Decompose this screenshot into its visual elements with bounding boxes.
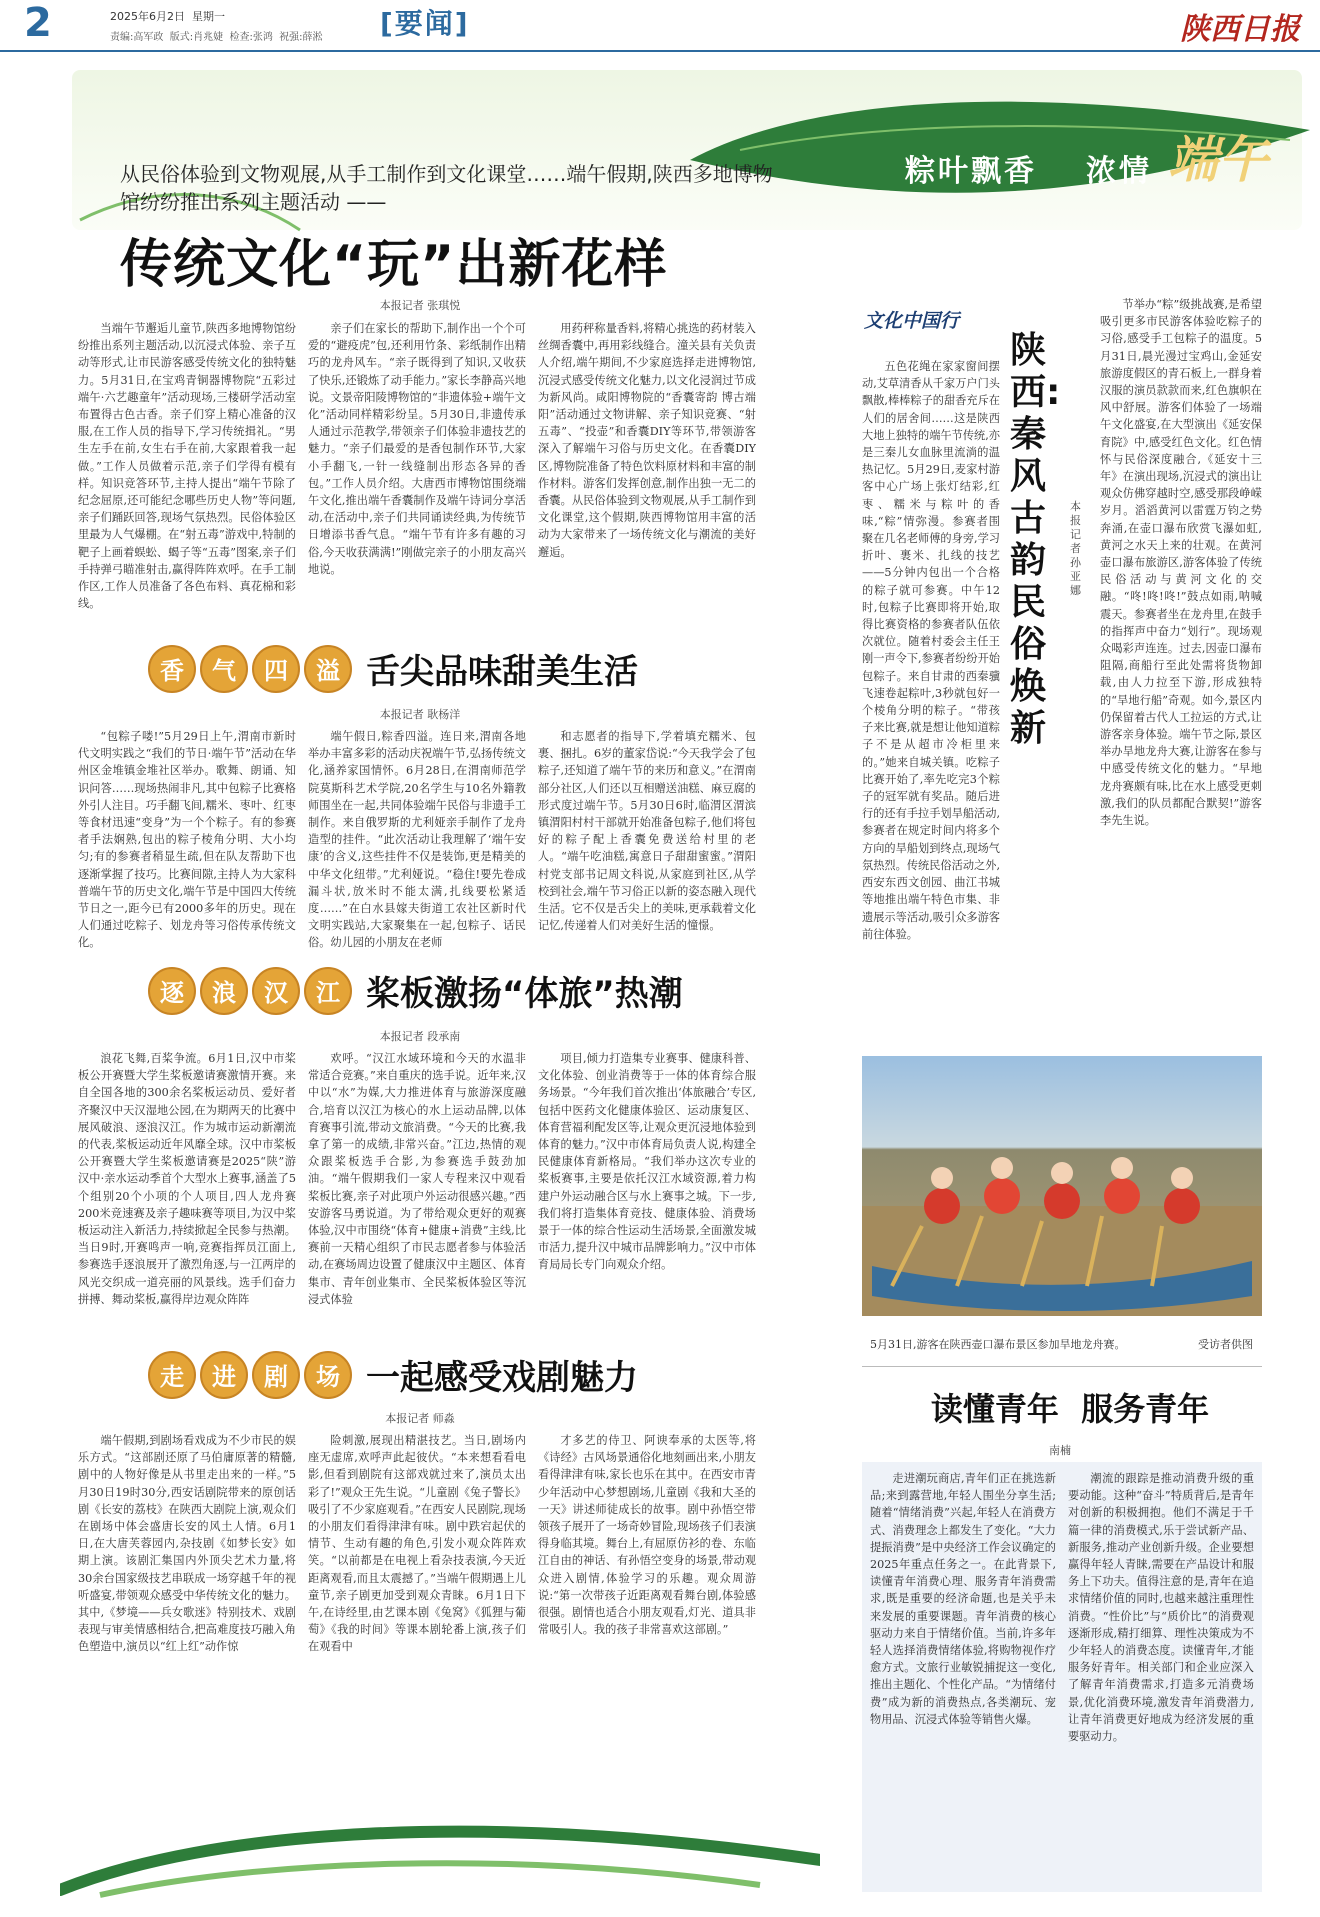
badge-char: 溢 (304, 645, 352, 693)
section2-column-1 (78, 1050, 296, 1344)
commentary-column-1 (870, 1470, 1056, 1884)
main-byline: 本报记者 张琪悦 (379, 299, 461, 312)
badge-char: 四 (252, 645, 300, 693)
banner-text-right: 端午 (1168, 130, 1268, 189)
badge-char: 逐 (148, 967, 196, 1015)
section3-badge (148, 1351, 352, 1399)
section2-column-3 (538, 1050, 756, 1344)
section2-heading (148, 966, 683, 1015)
sec1-col2-text: 端午假日,粽香四溢。连日来,渭南各地举办丰富多彩的活动庆祝端午节,弘扬传统文化,涵养家国情怀。6月28日,在渭南师范学院莫斯科艺术学院,20名学生与10名外籍教师围坐在一起,共同体验端午民俗与非遗手工制作。来自俄罗斯的尤利娅亲手制作了龙舟造型的挂件。“此次活动让我理解了‘端午安康’的含义,这些挂件不仅是装饰,更是精美的中华文化纽带。”尤利娅说。“稳住!要先卷成漏斗状,放米时不能太满,扎线要松紧适度……”在白水县嫁夫街道工农社区新时代文明实践站,大家聚集在一起,包粽子、话民俗。幼儿园的小朋友在老师 (308, 730, 526, 950)
section3-column-3 (538, 1432, 756, 1710)
main-headline: 传统文化“玩”出新花样 (120, 235, 668, 295)
section3-column-1 (78, 1432, 296, 1710)
side-column-2 (1100, 296, 1262, 1048)
page-header (0, 0, 1320, 48)
banner-text-left: 粽叶飘香 (905, 154, 1037, 189)
commentary-byline: 南楠 (1049, 1444, 1071, 1457)
badge-char: 进 (200, 1351, 248, 1399)
section1-heading (148, 644, 638, 693)
section1-byline: 本报记者 耿杨洋 (379, 708, 461, 721)
badge-char: 浪 (200, 967, 248, 1015)
section3-title: 一起感受戏剧魅力 (366, 1358, 638, 1398)
commentary-col1-text: 走进潮玩商店,青年们正在挑选新品;来到露营地,年轻人围坐分享生活;随着“情绪消费”兴起,年轻人在消费方式、消费理念上都发生了变化。“大力提振消费”是中央经济工作会议确定的2025年重点任务之一。在此背景下,读懂青年消费心理、服务青年消费需求,既是重要的经济命题,也是关乎未来发展的重要课题。青年消费的核心驱动力来自于情绪价值。当前,许多年轻人选择消费情绪体验,将购物视作疗愈方式。文旅行业敏锐捕捉这一变化,推出主题化、个性化产品。“为情绪付费”成为新的消费热点,各类潮玩、宠物用品、沉浸式体验等销售火爆。 (870, 1472, 1056, 1726)
section2-byline: 本报记者 段承南 (379, 1030, 461, 1043)
main-column-2 (308, 320, 526, 620)
editor-credits: 责编:高军政 版式:肖兆婕 检查:张鸿 祝强:薛淞 (110, 32, 323, 43)
culture-logo: 文化中国行 (864, 310, 960, 332)
badge-char: 剧 (252, 1351, 300, 1399)
section3-column-2 (308, 1432, 526, 1710)
main-column-3 (538, 320, 756, 620)
badge-char: 场 (304, 1351, 352, 1399)
section-label: [要闻] (380, 7, 470, 40)
main-col3-text: 用药秤称量香料,将精心挑选的药材装入丝绸香囊中,再用彩线缝合。潼关县有关负责人介绍,端午期间,不少家庭选择走进博物馆,沉浸式感受传统文化魅力,以文化浸润过节成为新风尚。咸阳博物院的“香囊寄韵 博古端阳”活动通过文物讲解、亲子知识竞赛、“射五毒”、“投壶”和香囊DIY等环节,带领游客深入了解端午习俗与历史文化。在香囊DIY区,博物院准备了特色饮料原材料和丰富的制作材料。游客们发挥创意,制作出独一无二的香囊。从民俗体验到文物观展,从手工制作到文化课堂,这个假期,陕西博物馆用丰富的活动为大家带来了一场传统文化与潮流的美好邂逅。 (538, 322, 756, 559)
photo-credit: 受访者供图 (1198, 1338, 1253, 1351)
section2-column-2 (308, 1050, 526, 1344)
sec3-col1-text: 端午假期,到剧场看戏成为不少市民的娱乐方式。“这部剧还原了马伯庸原著的精髓,剧中的人物好像是从书里走出来的一样。”5月30日19时30分,西安话剧院带来的原创话剧《长安的荔枝》在陕西大剧院上演,观众们在剧场中体会盛唐长安的风土人情。6月1日,在大唐芙蓉园内,杂技剧《如梦长安》如期上演。该剧汇集国内外顶尖艺术力量,将30余台国家级技艺串联成一场穿越千年的视听盛宴,带领观众感受中华传统文化的魅力。其中,《梦境——兵女歌迷》特别技术、戏剧表现与审美情感相结合,把高难度技巧融入角色塑造中,演员以“红上红”动作惊 (78, 1434, 296, 1654)
issue-date: 2025年6月2日 星期一 (110, 10, 225, 23)
banner-text-mid: 浓情 (1086, 154, 1152, 189)
commentary-column-2 (1068, 1470, 1254, 1884)
badge-char: 香 (148, 645, 196, 693)
dragon-boat-photo (862, 1056, 1262, 1316)
section1-badge (148, 645, 352, 693)
side-col1-text: 五色花绳在家家窗间摆动,艾草清香从千家万户门头飘散,棒棒粽子的甜香充斥在人们的居舍间……这是陕西大地上独特的端午节传统,亦是三秦儿女血脉里流淌的温热记忆。5月29日,麦家村游客中心广场上张灯结彩,红枣、糯米与粽叶的香味,“粽”情弥漫。参赛者围聚在几名老师傅的身旁,学习折叶、裹米、扎线的技艺——5分钟内包出一个合格的粽子就可参赛。中午12时,包粽子比赛即将开始,取得比赛资格的参赛者队伍依次就位。随着村委会主任王刚一声令下,参赛者纷纷开始包粽子。来自甘肃的西秦骥飞速卷起粽叶,3秒就包好一个棱角分明的粽子。“带孩子来比赛,就是想让他知道粽子不是从超市冷柜里来的。”她来自城关镇。吃粽子比赛开始了,率先吃完3个粽子的冠军就有奖品。随后进行的还有手拉手划旱船活动,参赛者在规定时间内将多个方向的旱船划到终点,现场气氛热烈。传统民俗活动之外,西安东西文创园、曲江书城等地推出端午特色市集、非遗展示等活动,吸引众多游客前往体验。 (862, 360, 1000, 941)
photo-caption: 5月31日,游客在陕西壶口瀑布景区参加旱地龙舟赛。 (870, 1338, 1126, 1351)
section2-badge (148, 967, 352, 1015)
sec3-col3-text: 才多艺的侍卫、阿谀奉承的太医等,将《诗经》古风场景通俗化地刻画出来,小朋友看得津津有味,家长也乐在其中。在西安市青少年活动中心梦想剧场,儿童剧《我和大圣的一天》讲述师徒成长的故事。剧中孙悟空带领孩子展开了一场奇妙冒险,现场孩子们表演得身临其境。舞台上,有屈原仿衫的卷、东临江自由的神话、有孙悟空变身的场景,带动观众进入剧情,体验学习的乐趣。观众周游说:“第一次带孩子近距离观看舞台剧,体验感很强。剧情也适合小朋友观看,灯光、道具非常吸引人。我的孩子非常喜欢这部剧。” (538, 1434, 756, 1637)
commentary-title: 读懂青年 服务青年 (930, 1390, 1210, 1428)
side-headline: 陕西:秦风古韵 民俗焕新 (1010, 330, 1061, 749)
side-col2-text: 节举办“粽”级挑战赛,是希望吸引更多市民游客体验吃粽子的习俗,感受手工包粽子的温度。5月31日,晨光漫过宝鸡山,金延安旅游度假区的青石板上,一群身着汉服的演员款款而来,红色旗帜在风中舒展。游客们体验了一场端午文化盛宴,在大型演出《延安保育院》中,感受红色文化。红色情怀与民俗深度融合,《延安十三年》在演出现场,沉浸式的演出让观众仿佛穿越时空,感受那段峥嵘岁月。滔滔黄河以雷霆万钧之势奔涌,在壶口瀑布欣赏飞瀑如虹,黄河之水天上来的壮观。在黄河壶口瀑布旅游区,游客体验了传统民俗活动与黄河文化的交融。“咚!咚!咚!”鼓点如雨,呐喊震天。参赛者坐在龙舟里,在鼓手的指挥声中奋力“划行”。现场观众喝彩声连连。过去,因壶口瀑布阻隔,商船行至此处需将货物卸载,由人力拉至下游,形成独特的“旱地行船”奇观。如今,景区内仍保留着古代人工拉运的方式,让游客亲身体验。端午节之际,景区举办旱地龙舟大赛,让游客在参与中感受传统文化的魅力。“早地龙舟赛颇有味,比在水上感受更刺激,我们的队员都配合默契!”游客李先生说。 (1100, 298, 1262, 828)
main-col1-text: 当端午节邂逅儿童节,陕西多地博物馆纷纷推出系列主题活动,以沉浸式体验、亲子互动等形式,让市民游客感受传统文化的独特魅力。5月31日,在宝鸡青铜器博物院“五彩过端午·六艺趣童年”活动现场,三楼研学活动室布置得古色古香。亲子们穿上精心准备的汉服,在工作人员的指导下,学习传统揖礼。“男生左手在前,女生右手在前,大家跟着我一起做。”工作人员做着示范,亲子们学得有模有样。知识竞答环节,主持人提出“端午节除了纪念屈原,还可能纪念哪些历史人物”等问题,亲子们踊跃回答,现场气氛热烈。民俗体验区里最为人气爆棚。在“射五毒”游戏中,特制的靶子上画着蜈蚣、蝎子等“五毒”图案,亲子们手持弹弓瞄准射击,赢得阵阵欢呼。在手工制作区,工作人员准备了各色布料、真花棉和彩线。 (78, 322, 296, 611)
sec1-col1-text: “包粽子喽!”5月29日上午,渭南市新时代文明实践之“我们的节日·端午节”活动在华州区金堆镇金堆社区举办。歌舞、朗诵、知识问答……现场热闹非凡,其中包粽子比赛格外引人注目。巧手翻飞间,糯米、枣叶、红枣等食材迅速“变身”为一个个粽子。有的参赛者手法娴熟,包出的粽子棱角分明、大小均匀;有的参赛者稍显生疏,但在队友帮助下也逐渐掌握了技巧。比赛间隙,主持人为大家科普端午节的历史文化,端午节是中国四大传统节日之一,距今已有2000多年的历史。现在人们通过吃粽子、划龙舟等习俗传承传统文化。 (78, 730, 296, 950)
sec3-col2-text: 险刺激,展现出精湛技艺。当日,剧场内座无虚席,欢呼声此起彼伏。“本来想看看电影,但看到剧院有这部戏就过来了,演员太出彩了!”观众王先生说。“儿童剧《兔子警长》吸引了不少家庭观看。”在西安人民剧院,现场的小朋友们看得津津有味。剧中跌宕起伏的情节、生动有趣的角色,引发小观众阵阵欢笑。“以前都是在电视上看杂技表演,今天近距离观看,而且太震撼了。”当端午假期遇上儿童节,亲子剧更加受到观众青睐。6月1日下午,在诗经里,由艺课本剧《兔窝》《狐狸与葡萄》《我的时间》等课本剧轮番上演,孩子们在观看中 (308, 1434, 526, 1654)
sec2-col3-text: 项目,倾力打造集专业赛事、健康科普、文化体验、创业消费等于一体的体育综合服务场景。“今年我们首次推出‘体旅融合’专区,包括中医药文化健康体验区、运动康复区、体育营福利配发区等,让观众更沉浸地体验到体育的魅力。”汉中市体育局负责人说,构建全民健康体育新格局。“我们举办这次专业的桨板赛事,主要是依托汉江水域资源,着力构建户外运动融合区与水上赛事之城。下一步,我们将打造集体育竞技、健康体验、消费场景于一体的综合性运动生活场景,全面激发城市活力,提升汉中城市品牌影响力。”汉中市体育局局长专门向观众介绍。 (538, 1052, 756, 1272)
main-column-1 (78, 320, 296, 620)
newspaper-logo: 陕西日报 (1180, 12, 1300, 47)
page-number: 2 (24, 0, 52, 46)
badge-char: 江 (304, 967, 352, 1015)
sec2-col1-text: 浪花飞舞,百桨争流。6月1日,汉中市桨板公开赛暨大学生桨板邀请赛激情开赛。来自全国各地的300余名桨板运动员、爱好者齐聚汉中天汉湿地公园,在为期两天的比赛中展风破浪、逐浪汉江。作为城市运动新潮流的代表,桨板运动近年风靡全球。汉中市桨板公开赛暨大学生桨板邀请赛是2025“陕”游汉中·亲水运动季首个大型水上赛事,涵盖了5个组别20个小项的个人项目,四人龙舟赛200米竞速赛及亲子趣味赛等项目,为汉中桨板运动注入新活力,持续掀起全民参与热潮。当日9时,开赛鸣声一响,竞赛指挥员江面上,参赛选手逐浪展开了激烈角逐,与一江两岸的风光交织成一道亮丽的风景线。选手们奋力拼搏、舞动桨板,赢得岸边观众阵阵 (78, 1052, 296, 1306)
sec1-col3-text: 和志愿者的指导下,学着填充糯米、包裹、捆扎。6岁的董家岱说:“今天我学会了包粽子,还知道了端午节的来历和意义。”在渭南部分社区,人们还以互相赠送油糕、麻豆腐的形式度过端午节。5月30日6时,临渭区渭滨镇渭阳村村干部就开始准备包粽子,他们将包好的粽子配上香囊免费送给村里的老人。“端午吃油糕,寓意日子甜甜蜜蜜。”渭阳村党支部书记周文科说,从家庭到社区,从学校到社会,端午节习俗正以新的姿态融入现代生活。它不仅是舌尖上的美味,更承载着文化记忆,传递着人们对美好生活的憧憬。 (538, 730, 756, 933)
section3-byline: 本报记者 师淼 (385, 1412, 455, 1425)
section2-title: 桨板激扬“体旅”热潮 (366, 974, 683, 1014)
badge-char: 气 (200, 645, 248, 693)
side-byline: 本报记者 孙亚娜 (1070, 500, 1081, 597)
sec2-col2-text: 欢呼。“汉江水域环境和今天的水温非常适合竞赛。”来自重庆的选手说。近年来,汉中以“水”为媒,大力推进体育与旅游深度融合,培育以汉江为核心的水上运动品牌,以体育赛事引流,带动文旅消费。“今天的比赛,我拿了第一的成绩,非常兴奋。”江边,热情的观众跟桨板选手合影,为参赛选手鼓劲加油。“端午假期我们一家人专程来汉中观看桨板比赛,亲子对此项户外运动很感兴趣。”西安游客马勇说道。为了带给观众更好的观赛体验,汉中市围绕“体育+健康+消费”主线,比赛前一天精心组织了市民志愿者参与体验活动,在赛场周边设置了健康汉中主题区、体育集市、青年创业集市、全民桨板体验区等沉浸式体验 (308, 1052, 526, 1306)
commentary-col2-text: 潮流的跟踪是推动消费升级的重要动能。这种“奋斗”特质背后,是青年对创新的积极拥抱。他们不满足于千篇一律的消费模式,乐于尝试新产品、新服务,推动产业创新升级。企业要想赢得年轻人青睐,需要在产品设计和服务上下功夫。值得注意的是,青年在追求情绪价值的同时,也越来越注重理性消费。“性价比”与“质价比”的消费观逐渐形成,精打细算、理性决策成为不少年轻人的消费态度。读懂青年,才能服务好青年。相关部门和企业应深入了解青年消费需求,打造多元消费场景,优化消费环境,激发青年消费潜力,让青年消费更好地成为经济发展的重要驱动力。 (1068, 1472, 1254, 1744)
main-kicker: 从民俗体验到文物观展,从手工制作到文化课堂……端午假期,陕西多地博物馆纷纷推出系列主题活动 —— (120, 162, 773, 214)
photo-illustration (862, 1056, 1262, 1316)
badge-char: 走 (148, 1351, 196, 1399)
bamboo-leaf-bottom (60, 1790, 820, 1900)
main-col2-text: 亲子们在家长的帮助下,制作出一个个可爱的“避疫虎”包,还利用竹条、彩纸制作出精巧的龙舟风车。“亲子既得到了知识,又收获了快乐,还锻炼了动手能力。”家长李静高兴地说。文景帝阳陵博物馆的“非遗体验+端午文化”活动同样精彩纷呈。5月30日,非遗传承人通过示范教学,带领亲子们体验非遗技艺的魅力。“亲子们最爱的是香包制作环节,大家小手翻飞,一针一线缝制出形态各异的香包。”工作人员介绍。大唐西市博物馆围绕端午文化,推出端午香囊制作及端午诗词分享活动,在活动中,亲子们共同诵读经典,为传统节日增添书香气息。“端午节有许多有趣的习俗,今天收获满满!”刚做完亲子的小朋友高兴地说。 (308, 322, 526, 576)
section1-title: 舌尖品味甜美生活 (366, 652, 638, 692)
badge-char: 汉 (252, 967, 300, 1015)
side-column-1 (862, 358, 1000, 1048)
section3-heading (148, 1350, 638, 1399)
